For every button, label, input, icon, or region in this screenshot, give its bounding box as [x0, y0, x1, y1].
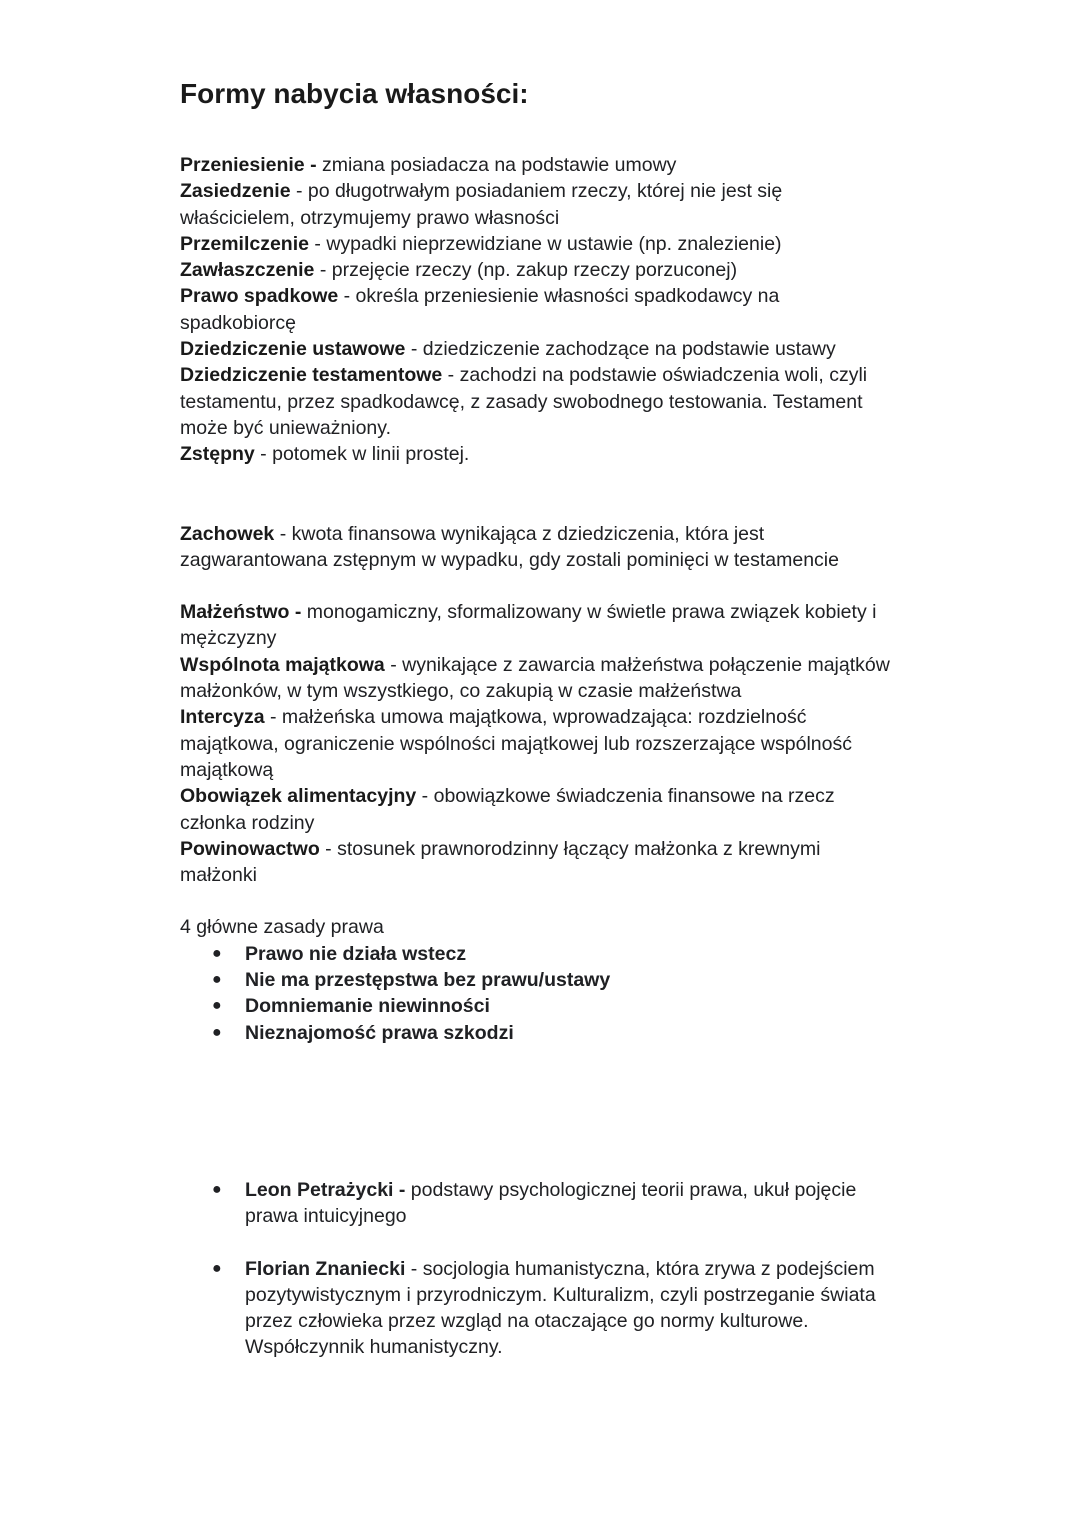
- definition-entry: [180, 704, 900, 783]
- definition-desc: - potomek w linii prostej.: [254, 443, 470, 466]
- list-item: [212, 941, 900, 967]
- definition-term: Obowiązek alimentacyjny: [180, 785, 417, 808]
- definition-desc: - stosunek prawnorodzinny łączący małżonka z krewnymi małżonki: [180, 837, 821, 887]
- bullet-icon: ●: [212, 1259, 222, 1277]
- definition-entry: [180, 441, 900, 467]
- definition-term: Małżeństwo -: [180, 601, 302, 624]
- definition-term: Dziedziczenie ustawowe: [180, 338, 406, 361]
- definition-desc: - przejęcie rzeczy (np. zakup rzeczy porzuconej): [314, 259, 738, 282]
- definition-entry: [180, 152, 900, 178]
- definition-desc: - wynikające z zawarcia małżeństwa połączenie majątków małżonków, w tym wszystkiego, co zakupią w czasie małżeństwa: [180, 653, 890, 703]
- definition-entry: [180, 521, 900, 574]
- definition-desc: - wypadki nieprzewidziane w ustawie (np. znalezienie): [308, 232, 782, 255]
- definition-term: Wspólnota majątkowa: [180, 653, 385, 676]
- definition-entry: [180, 257, 900, 283]
- list-item: [212, 993, 900, 1019]
- section-family: [180, 599, 900, 888]
- section-people: [180, 1177, 900, 1361]
- definition-desc: - kwota finansowa wynikająca z dziedziczenia, która jest zagwarantowana zstępnym w wypadku, gdy zostali pominięci w testamencie: [180, 522, 839, 571]
- definition-entry: [180, 178, 900, 231]
- section-acquisition: [180, 152, 900, 468]
- definition-entry: [180, 836, 900, 889]
- principle-text: Nieznajomość prawa szkodzi: [245, 1021, 514, 1044]
- definition-term: Zstępny: [180, 443, 255, 466]
- document-page: [180, 76, 900, 1361]
- definition-desc: - określa przeniesienie własności spadkodawcy na spadkobiorcę: [180, 285, 780, 334]
- definition-entry: [180, 336, 900, 362]
- section-principles: [180, 914, 900, 1045]
- bullet-icon: ●: [212, 1180, 222, 1198]
- principles-heading: 4 główne zasady prawa: [180, 916, 384, 939]
- person-desc: - socjologia humanistyczna, która zrywa z podejściem pozytywistycznym i przyrodniczym. Kulturalizm, czyli postrzeganie świata przez człowieka przez wzgląd na otaczające go normy kulturowe. Współczynnik humanistyczny.: [245, 1257, 876, 1359]
- definition-entry: [180, 362, 900, 441]
- definition-entry: [180, 783, 900, 836]
- person-desc: podstawy psychologicznej teorii prawa, ukuł pojęcie prawa intuicyjnego: [245, 1178, 857, 1228]
- definition-term: Przeniesienie -: [180, 154, 317, 176]
- bullet-icon: ●: [212, 944, 222, 962]
- definition-entry: [180, 231, 900, 257]
- definition-desc: - obowiązkowe świadczenia finansowe na rzecz członka rodziny: [180, 785, 835, 834]
- principle-text: Domniemanie niewinności: [245, 995, 490, 1018]
- people-list: [180, 1177, 900, 1230]
- definition-entry: [180, 599, 900, 652]
- definition-desc: - dziedziczenie zachodzące na podstawie ustawy: [405, 338, 836, 361]
- definition-entry: [180, 283, 900, 336]
- definition-term: Prawo spadkowe: [180, 285, 339, 308]
- definition-desc: zmiana posiadacza na podstawie umowy: [316, 154, 677, 176]
- person-name: Florian Znaniecki: [245, 1257, 406, 1280]
- list-item: [212, 1177, 900, 1230]
- principles-list: [180, 941, 900, 1046]
- definition-term: Intercyza: [180, 706, 265, 729]
- definition-term: Zawłaszczenie: [180, 259, 315, 282]
- section-inheritance: [180, 521, 900, 574]
- definition-desc: - po długotrwałym posiadaniem rzeczy, której nie jest się właścicielem, otrzymujemy prawo własności: [180, 180, 783, 229]
- list-item: [212, 1256, 900, 1361]
- definition-term: Powinowactwo: [180, 837, 320, 860]
- list-item: [212, 1020, 900, 1046]
- definition-term: Przemilczenie: [180, 232, 309, 255]
- definition-entry: [180, 652, 900, 705]
- definition-term: Dziedziczenie testamentowe: [180, 364, 443, 387]
- principle-text: Prawo nie działa wstecz: [245, 942, 467, 965]
- definition-desc: monogamiczny, sformalizowany w świetle prawa związek kobiety i mężczyzny: [180, 601, 877, 650]
- bullet-icon: ●: [212, 997, 222, 1015]
- bullet-icon: ●: [212, 971, 222, 989]
- list-item: [212, 967, 900, 993]
- people-list: [180, 1256, 900, 1361]
- definition-term: Zachowek: [180, 522, 275, 545]
- person-name: Leon Petrażycki -: [245, 1178, 406, 1201]
- definition-term: Zasiedzenie: [180, 180, 291, 203]
- principle-text: Nie ma przestępstwa bez prawu/ustawy: [245, 969, 611, 992]
- bullet-icon: ●: [212, 1023, 222, 1041]
- definition-desc: - małżeńska umowa majątkowa, wprowadzająca: rozdzielność majątkowa, ograniczenie wspólności majątkowej lub rozszerzające wspólność majątkową: [180, 706, 852, 781]
- page-title: Formy nabycia własności:: [180, 78, 529, 109]
- definition-desc: - zachodzi na podstawie oświadczenia woli, czyli testamentu, przez spadkodawcę, z zasady swobodnego testowania. Testament może być unieważniony.: [180, 364, 868, 439]
